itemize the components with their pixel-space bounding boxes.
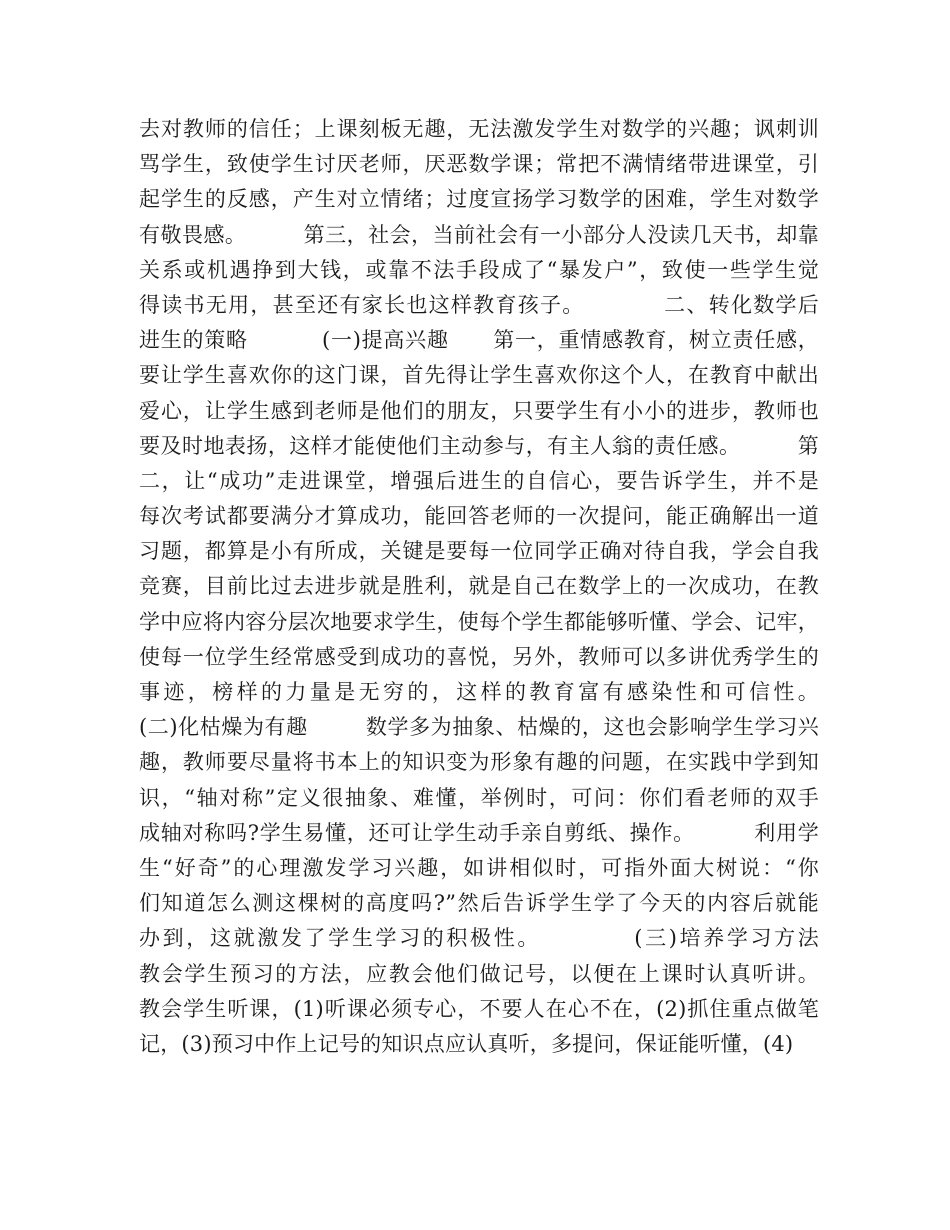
text-line-2: 骂学生，致使学生讨厌老师，厌恶数学课；常把不满情绪带进课堂，引 — [139, 152, 819, 177]
text-line-9: 爱心，让学生感到老师是他们的朋友，只要学生有小小的进步，教师也 — [139, 398, 819, 423]
text-line-21: 成轴对称吗?学生易懂，还可让学生动手亲自剪纸、操作。 利用学 — [139, 820, 819, 845]
text-line-27: 记，(3)预习中作上记号的知识点应认真听，多提问，保证能听懂，(4) — [139, 1031, 794, 1056]
text-line-15: 学中应将内容分层次地要求学生，使每个学生都能够听懂、学会、记牢， — [139, 609, 819, 634]
text-line-20: 识，“轴对称”定义很抽象、难懂，举例时，可问：你们看老师的双手 — [139, 785, 819, 810]
text-line-12: 每次考试都要满分才算成功，能回答老师的一次提问，能正确解出一道 — [139, 504, 819, 529]
text-line-6: 得读书无用，甚至还有家长也这样教育孩子。 二、转化数学后 — [139, 292, 819, 317]
text-line-18: (二)化枯燥为有趣 数学多为抽象、枯燥的，这也会影响学生学习兴 — [139, 715, 819, 740]
text-line-5: 关系或机遇挣到大钱，或靠不法手段成了“暴发户”，致使一些学生觉 — [139, 257, 819, 282]
text-line-14: 竞赛，目前比过去进步就是胜利，就是自己在数学上的一次成功，在教 — [139, 574, 819, 599]
text-line-24: 办到，这就激发了学生学习的积极性。 (三)培养学习方法 — [139, 926, 819, 951]
text-line-19: 趣，教师要尽量将书本上的知识变为形象有趣的问题，在实践中学到知 — [139, 750, 819, 775]
text-line-25: 教会学生预习的方法，应教会他们做记号，以便在上课时认真听讲。 — [139, 961, 819, 986]
text-line-23: 们知道怎么测这棵树的高度吗?”然后告诉学生学了今天的内容后就能 — [139, 891, 819, 916]
text-line-7: 进生的策略 (一)提高兴趣 第一，重情感教育，树立责任感， — [139, 328, 819, 353]
text-line-3: 起学生的反感，产生对立情绪；过度宣扬学习数学的困难，学生对数学 — [139, 187, 819, 212]
text-line-16: 使每一位学生经常感受到成功的喜悦，另外，教师可以多讲优秀学生的 — [139, 644, 819, 669]
text-line-17: 事迹，榜样的力量是无穷的，这样的教育富有感染性和可信性。 — [139, 680, 819, 704]
text-line-8: 要让学生喜欢你的这门课，首先得让学生喜欢你这个人，在教育中献出 — [139, 363, 819, 388]
text-line-10: 要及时地表扬，这样才能使他们主动参与，有主人翁的责任感。 第 — [139, 433, 819, 458]
text-line-4: 有敬畏感。 第三，社会，当前社会有一小部分人没读几天书，却靠 — [139, 222, 819, 247]
text-line-11: 二，让“成功”走进课堂，增强后进生的自信心，要告诉学生，并不是 — [139, 468, 819, 493]
text-line-1: 去对教师的信任；上课刻板无趣，无法激发学生对数学的兴趣；讽刺训 — [139, 117, 819, 141]
text-line-26: 教会学生听课，(1)听课必须专心，不要人在心不在，(2)抓住重点做笔 — [139, 996, 819, 1021]
text-line-22: 生“好奇”的心理激发学习兴趣，如讲相似时，可指外面大树说：“你 — [139, 855, 819, 880]
body-text — [139, 112, 819, 1062]
text-line-13: 习题，都算是小有所成，关键是要每一位同学正确对待自我，学会自我 — [139, 539, 819, 564]
